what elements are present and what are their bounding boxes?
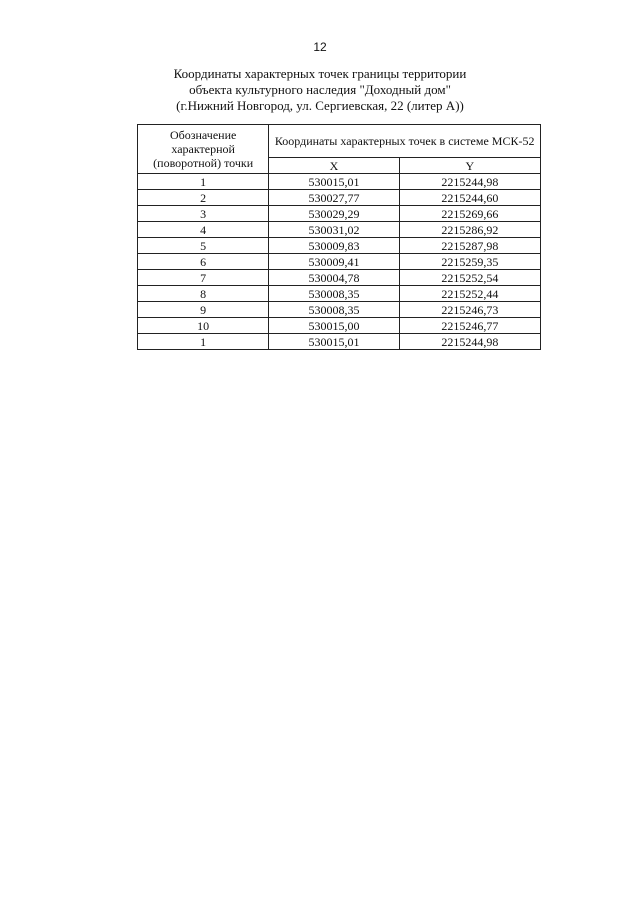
y-coordinate-cell: 2215246,77 (399, 318, 540, 334)
x-coordinate-cell: 530008,35 (269, 302, 399, 318)
coordinates-table-body (138, 174, 541, 350)
table-row (138, 286, 541, 302)
x-coordinate-cell: 530015,01 (269, 174, 399, 190)
y-coordinate-cell: 2215244,98 (399, 334, 540, 350)
coordinates-table (137, 124, 541, 350)
y-coordinate-cell: 2215252,44 (399, 286, 540, 302)
title-line-1: Координаты характерных точек границы территории (173, 66, 467, 81)
y-coordinate-cell: 2215269,66 (399, 206, 540, 222)
point-cell: 7 (138, 270, 269, 286)
y-coordinate-cell: 2215244,98 (399, 174, 540, 190)
title-line-3: (г.Нижний Новгород, ул. Сергиевская, 22 (литер А)) (176, 98, 464, 113)
table-row (138, 222, 541, 238)
y-coordinate-cell: 2215287,98 (399, 238, 540, 254)
x-coordinate-cell: 530015,00 (269, 318, 399, 334)
header-coordinates: Координаты характерных точек в системе МСК-52 (269, 125, 541, 158)
table-row (138, 334, 541, 350)
title-line-2: объекта культурного наследия "Доходный дом" (189, 82, 451, 97)
point-cell: 9 (138, 302, 269, 318)
point-cell: 5 (138, 238, 269, 254)
point-cell: 1 (138, 174, 269, 190)
header-y: Y (399, 158, 540, 174)
x-coordinate-cell: 530009,41 (269, 254, 399, 270)
point-cell: 3 (138, 206, 269, 222)
x-coordinate-cell: 530029,29 (269, 206, 399, 222)
y-coordinate-cell: 2215259,35 (399, 254, 540, 270)
table-row (138, 318, 541, 334)
x-coordinate-cell: 530008,35 (269, 286, 399, 302)
table-row (138, 270, 541, 286)
point-cell: 2 (138, 190, 269, 206)
header-x: X (269, 158, 399, 174)
table-row (138, 190, 541, 206)
x-coordinate-cell: 530027,77 (269, 190, 399, 206)
page-number: 12 (313, 40, 327, 54)
header-point-designation: Обозначение характерной (поворотной) точки (138, 125, 269, 174)
document-title (120, 66, 520, 114)
y-coordinate-cell: 2215252,54 (399, 270, 540, 286)
point-cell: 1 (138, 334, 269, 350)
point-cell: 4 (138, 222, 269, 238)
table-row (138, 206, 541, 222)
x-coordinate-cell: 530004,78 (269, 270, 399, 286)
table-row (138, 238, 541, 254)
table-row (138, 302, 541, 318)
x-coordinate-cell: 530015,01 (269, 334, 399, 350)
point-cell: 8 (138, 286, 269, 302)
table-row (138, 254, 541, 270)
point-cell: 10 (138, 318, 269, 334)
x-coordinate-cell: 530009,83 (269, 238, 399, 254)
table-row (138, 174, 541, 190)
y-coordinate-cell: 2215244,60 (399, 190, 540, 206)
y-coordinate-cell: 2215286,92 (399, 222, 540, 238)
y-coordinate-cell: 2215246,73 (399, 302, 540, 318)
point-cell: 6 (138, 254, 269, 270)
x-coordinate-cell: 530031,02 (269, 222, 399, 238)
